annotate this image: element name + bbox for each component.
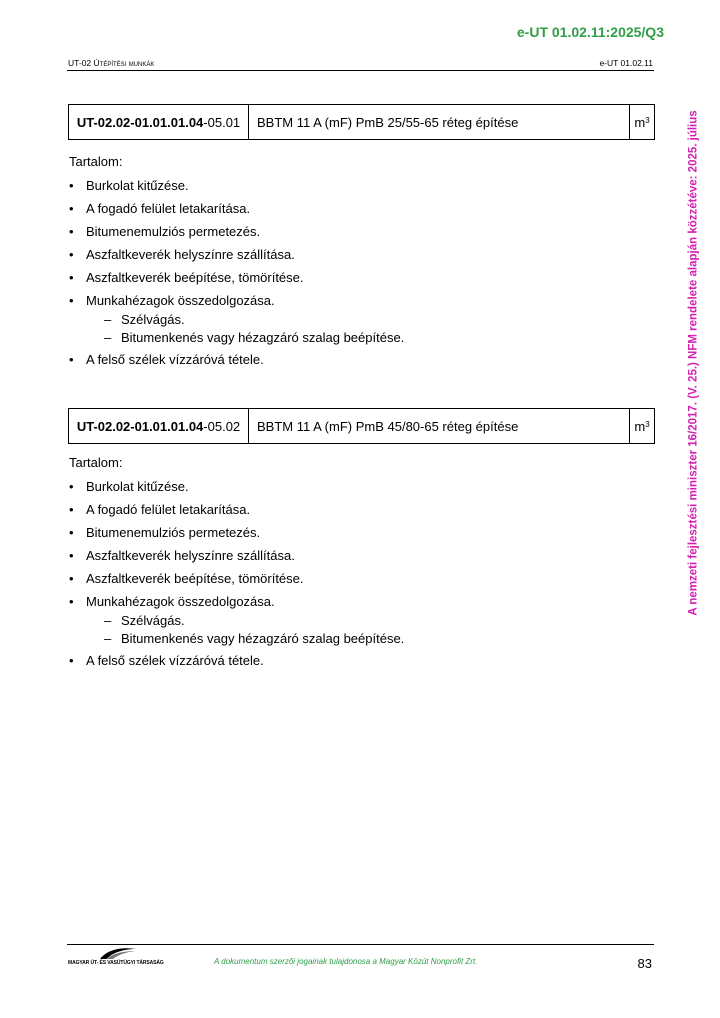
unit-exponent: 3 [645,419,650,429]
page-number: 83 [637,956,652,971]
footer-divider [67,944,654,945]
header-title: Útépítési munkák [93,58,155,68]
list-item: • Burkolat kitűzése. [69,479,404,495]
list-item: • A fogadó felület letakarítása. [69,201,404,217]
list-item-text: Munkahézagok összedolgozása. [86,594,275,609]
logo-text: MAGYAR ÚT- ÉS VASÚTÜGYI TÁRSASÁG [68,960,164,966]
sub-list [86,312,404,346]
association-logo [68,946,168,970]
item-content-1 [69,154,404,375]
list-item: • Aszfaltkeverék helyszínre szállítása. [69,247,404,263]
unit-base: m [634,418,646,434]
item-unit [630,105,654,139]
item-code-bold: UT-02.02-01.01.01.04 [76,418,204,434]
content-label: Tartalom: [69,154,123,169]
list-item: • Aszfaltkeverék beépítése, tömörítése. [69,270,404,286]
item-code-cell [69,409,249,443]
unit-base: m [634,114,646,130]
side-publication-note [683,96,705,630]
document-code: e-UT 01.02.11:2025/Q3 [516,24,664,40]
running-header-right: e-UT 01.02.11 [599,58,653,68]
list-item: • A felső szélek vízzáróvá tétele. [69,653,404,669]
content-label: Tartalom: [69,455,123,470]
list-item [69,293,404,346]
list-item: • Bitumenemulziós permetezés. [69,224,404,240]
list-item: • Aszfaltkeverék beépítése, tömörítése. [69,571,404,587]
item-code-bold: UT-02.02-01.01.01.04 [76,114,204,130]
list-item-text: Munkahézagok összedolgozása. [86,293,275,308]
list-item: • A fogadó felület letakarítása. [69,502,404,518]
list-item: • Burkolat kitűzése. [69,178,404,194]
list-item: • Bitumenemulziós permetezés. [69,525,404,541]
item-table-1 [68,104,655,140]
sub-list [86,613,404,647]
header-divider [67,70,654,71]
sub-list-item: – Szélvágás. [86,312,404,328]
item-description: BBTM 11 A (mF) PmB 45/80-65 réteg építése [249,409,630,443]
road-swoosh-icon [98,946,138,960]
unit-exponent: 3 [645,115,650,125]
header-prefix: UT-02 [68,58,94,68]
item-description: BBTM 11 A (mF) PmB 25/55-65 réteg építése [249,105,630,139]
item-content-2 [69,455,404,676]
content-list [69,178,404,368]
list-item: • Aszfaltkeverék helyszínre szállítása. [69,548,404,564]
sub-list-item: – Bitumenkenés vagy hézagzáró szalag beépítése. [86,631,404,647]
item-table-2 [68,408,655,444]
sub-list-item: – Szélvágás. [86,613,404,629]
copyright-notice: A dokumentum szerzői jogainak tulajdonosa a Magyar Közút Nonprofit Zrt. [214,957,478,966]
sub-list-item: – Bitumenkenés vagy hézagzáró szalag beépítése. [86,330,404,346]
item-code-cell [69,105,249,139]
side-note-text: A nemzeti fejlesztési miniszter 16/2017. (V. 25.) NFM rendelete alapján közzétéve: 2025. július [688,110,701,616]
running-header-left [68,58,154,68]
content-list [69,479,404,669]
list-item: • A felső szélek vízzáróvá tétele. [69,352,404,368]
item-code-suffix: -05.01 [203,114,241,130]
list-item [69,594,404,647]
item-code-suffix: -05.02 [203,418,241,434]
item-unit [630,409,654,443]
